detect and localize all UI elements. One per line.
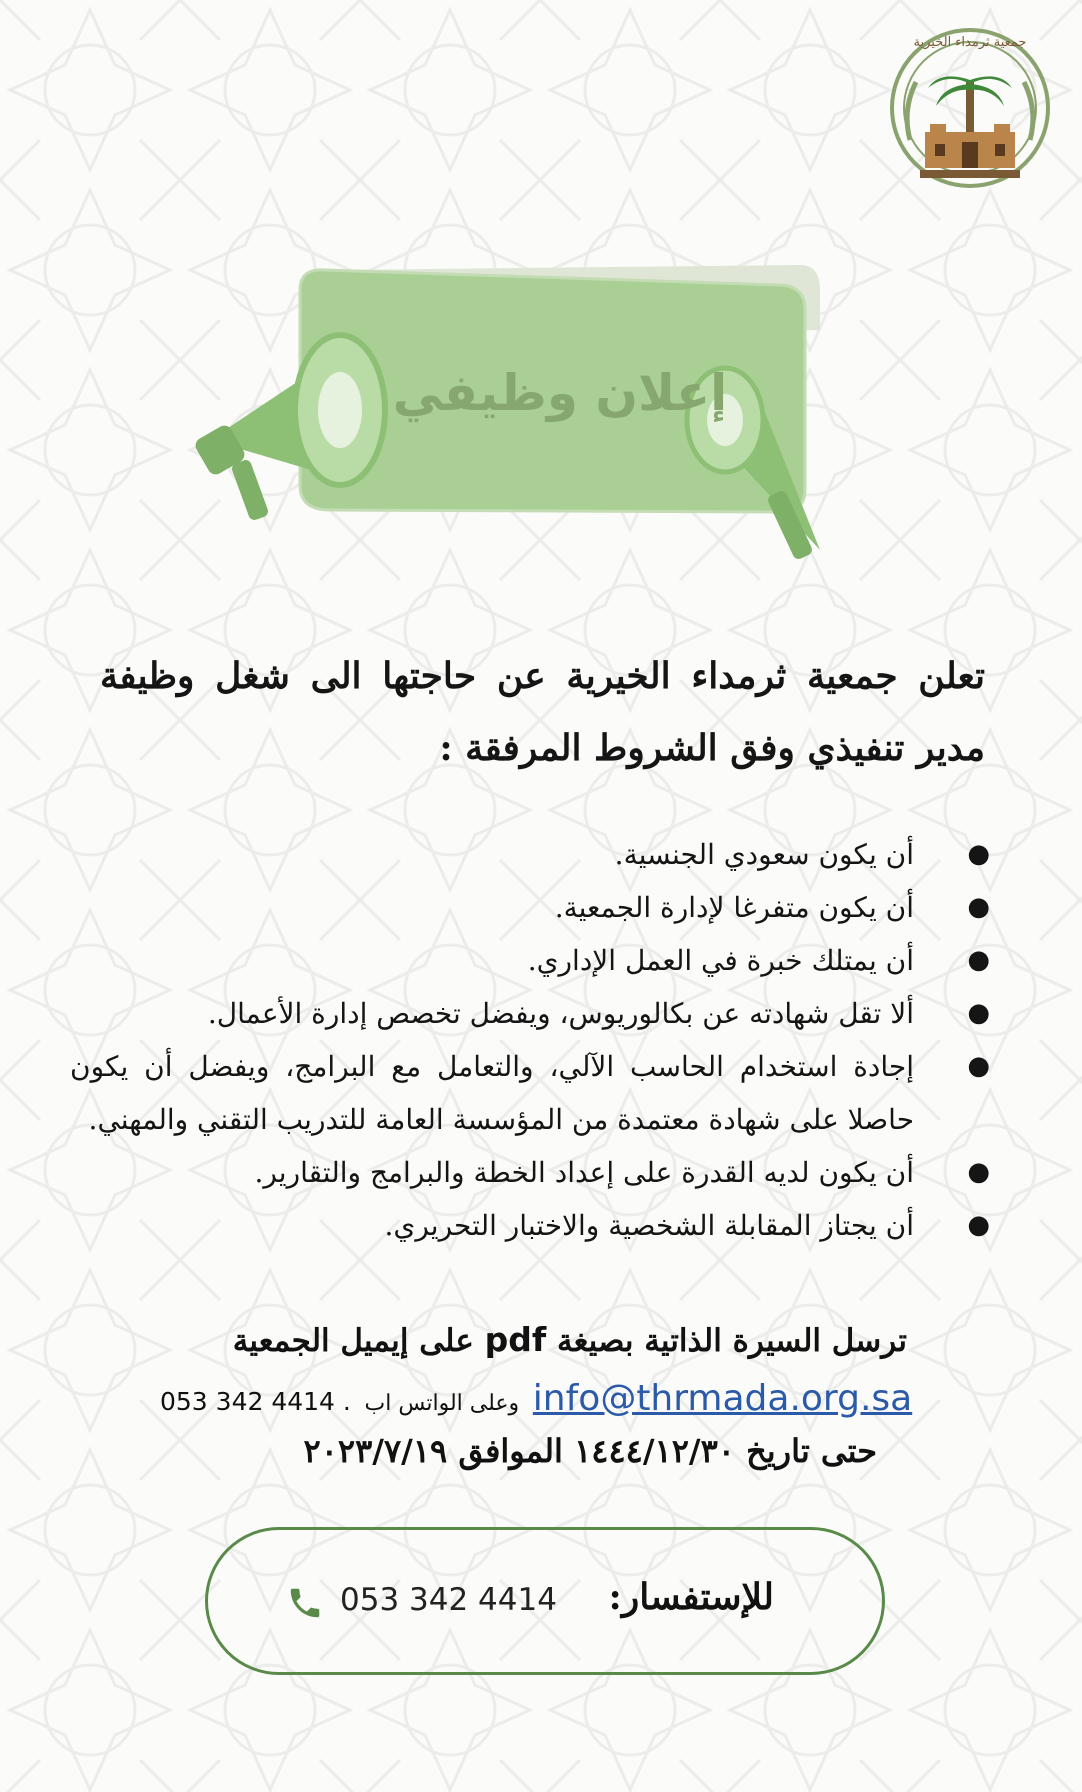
- bullet-icon: ●: [967, 998, 990, 1028]
- list-item: [70, 1040, 990, 1146]
- condition-text: أن يكون سعودي الجنسية.: [614, 838, 914, 871]
- list-item: [70, 934, 990, 987]
- list-item: [70, 987, 990, 1040]
- inquiry-box: [205, 1527, 885, 1675]
- cv-instruction-before: ترسل السيرة الذاتية بصيغة: [557, 1323, 907, 1359]
- conditions-list: [70, 828, 990, 1252]
- condition-text: أن يكون لديه القدرة على إعداد الخطة والبرامج والتقارير.: [254, 1156, 914, 1189]
- banner-title: إعلان وظيفي: [392, 364, 728, 422]
- logo-ring-text: جمعية ثرمداء الخيرية: [913, 35, 1027, 50]
- bullet-icon: ●: [967, 945, 990, 975]
- cv-instruction: [233, 1320, 907, 1359]
- job-announcement-banner: [180, 250, 900, 580]
- condition-text: ألا تقل شهادته عن بكالوريوس، ويفضل تخصص إدارة الأعمال.: [207, 997, 914, 1030]
- condition-text: أن يجتاز المقابلة الشخصية والاختبار التحريري.: [384, 1209, 914, 1242]
- cv-instruction-after: على إيميل الجمعية: [232, 1323, 474, 1359]
- condition-text: أن يكون متفرغا لإدارة الجمعية.: [554, 891, 914, 924]
- deadline: حتى تاريخ ١٤٤٤/١٢/٣٠ الموافق ٢٠٢٣/٧/١٩: [303, 1432, 877, 1470]
- whatsapp-label: وعلى الواتس اب: [364, 1391, 520, 1416]
- list-item: [70, 881, 990, 934]
- list-item: [70, 1199, 990, 1252]
- bullet-icon: ●: [967, 1051, 990, 1081]
- inquiry-phone[interactable]: 053 342 4414: [340, 1582, 557, 1618]
- bullet-icon: ●: [967, 1210, 990, 1240]
- condition-text: إجادة استخدام الحاسب الآلي، والتعامل مع البرامج، ويفضل أن يكون حاصلا على شهادة معتمدة من المؤسسة العامة للتدريب التقني والمهني.: [70, 1050, 914, 1136]
- announcement-intro: تعلن جمعية ثرمداء الخيرية عن حاجتها الى شغل وظيفة مدير تنفيذي وفق الشروط المرفقة :: [100, 655, 985, 769]
- condition-text: أن يمتلك خبرة في العمل الإداري.: [527, 944, 914, 977]
- contact-line: [160, 1378, 912, 1419]
- whatsapp-phone: 053 342 4414 .: [160, 1387, 351, 1416]
- list-item: [70, 1146, 990, 1199]
- inquiry-label: للإستفسار:: [608, 1576, 774, 1618]
- bullet-icon: ●: [967, 839, 990, 869]
- palm-tree-emblem-icon: [880, 20, 1060, 200]
- bullet-icon: ●: [967, 1157, 990, 1187]
- list-item: [70, 828, 990, 881]
- phone-icon[interactable]: [286, 1584, 324, 1622]
- bullet-icon: ●: [967, 892, 990, 922]
- email-link[interactable]: info@thrmada.org.sa: [532, 1378, 913, 1419]
- cv-format: pdf: [484, 1320, 547, 1359]
